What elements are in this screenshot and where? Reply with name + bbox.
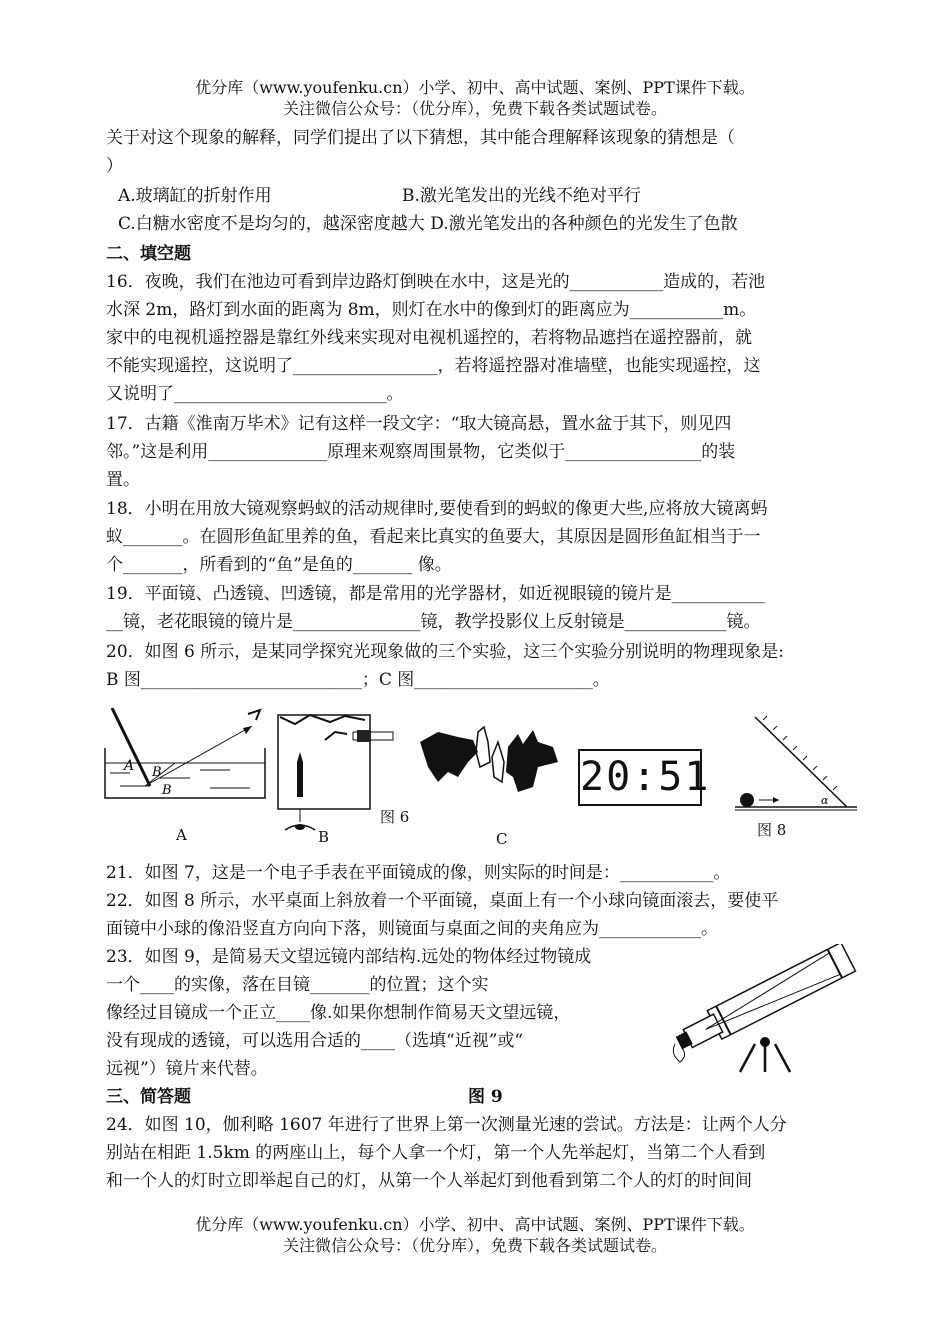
question-20: B 图__________________________；C 图_____________________。 [106, 670, 610, 690]
question-23: 没有现成的透镜，可以选用合适的____（选填“近视”或“ [106, 1031, 524, 1051]
question-24: 24．如图 10，伽利略 1607 年进行了世界上第一次测量光速的尝试。方法是：让两个人分 [106, 1115, 787, 1135]
question-18: 蚁_______。在圆形鱼缸里养的鱼，看起来比真实的鱼要大，其原因是圆形鱼缸相当于一 [106, 527, 761, 547]
question-24: 和一个人的灯时立即举起自己的灯，从第一个人举起灯到他看到第二个人的灯的时间间 [106, 1171, 752, 1191]
figure-8-angle-label: α [821, 794, 829, 807]
page-footer-line2: 关注微信公众号：（优分库），免费下载各类试题试卷。 [282, 1236, 667, 1255]
text-line: ） [106, 156, 123, 176]
figure-9-telescope [660, 944, 865, 1074]
section-title-short-answer: 三、简答题 [106, 1087, 191, 1107]
option-c-d: C.白糖水密度不是均匀的，越深密度越大 D.激光笔发出的各种颜色的光发生了色散 [118, 214, 738, 234]
figure-8-mirror-ball [735, 712, 860, 822]
figure-8-caption: 图 8 [757, 821, 787, 839]
figure-caption-c: C [496, 830, 508, 848]
figure-7-clock-display: 20:51 [578, 749, 702, 806]
figure-label-b2: B [162, 783, 172, 798]
figure-6c-hand-shadow [418, 722, 568, 802]
question-16: 不能实现遥控，这说明了_________________，若将遥控器对准墙壁，也能实现遥控，这 [106, 356, 761, 376]
page-header-line2: 关注微信公众号：（优分库），免费下载各类试题试卷。 [282, 99, 667, 118]
question-18: 18．小明在用放大镜观察蚂蚁的活动规律时,要使看到的蚂蚁的像更大些,应将放大镜离蚂 [106, 499, 768, 519]
question-22: 22．如图 8 所示，水平桌面上斜放着一个平面镜，桌面上有一个小球向镜面滚去，要使平 [106, 891, 779, 911]
question-16: 水深 2m，路灯到水面的距离为 8m，则灯在水中的像到灯的距离应为___________m。 [106, 300, 757, 320]
question-18: 个_______，所看到的“鱼”是鱼的_______ 像。 [106, 555, 452, 575]
figure-label-b: B [152, 765, 162, 780]
page-footer-line1: 优分库（www.youfenku.cn）小学、初中、高中试题、案例、PPT课件下载。 [195, 1215, 755, 1234]
question-16: 又说明了_________________________。 [106, 384, 404, 404]
figure-9-caption: 图 9 [468, 1087, 503, 1107]
question-19: __镜，老花眼镜的镜片是_______________镜，教学投影仪上反射镜是____________镜。 [106, 612, 761, 632]
question-23: 23．如图 9，是简易天文望远镜内部结构.远处的物体经过物镜成 [106, 947, 592, 967]
question-20: 20．如图 6 所示，是某同学探究光现象做的三个实验，这三个实验分别说明的物理现象是: [106, 642, 784, 662]
page-header-line1: 优分库（www.youfenku.cn）小学、初中、高中试题、案例、PPT课件下载。 [195, 78, 755, 97]
question-16: 16．夜晚，我们在池边可看到岸边路灯倒映在水中，这是光的___________造成的，若池 [106, 272, 766, 292]
figure-caption-a: A [176, 826, 187, 844]
figure-6a-refraction [100, 708, 270, 808]
question-23: 远视”）镜片来代替。 [106, 1059, 268, 1079]
question-24: 别站在相距 1.5km 的两座山上，每个人拿一个灯，第一个人先举起灯，当第二个人看到 [106, 1143, 766, 1163]
question-17: 置。 [106, 470, 140, 490]
question-23: 像经过目镜成一个正立____像.如果你想制作简易天文望远镜， [106, 1003, 571, 1023]
question-21: 21．如图 7，这是一个电子手表在平面镜成的像，则实际的时间是：___________。 [106, 863, 731, 883]
question-22: 面镜中小球的像沿竖直方向向下落，则镜面与桌面之间的夹角应为____________。 [106, 919, 718, 939]
option-b: B.激光笔发出的光线不绝对平行 [402, 186, 641, 206]
option-a: A.玻璃缸的折射作用 [118, 186, 272, 206]
question-16: 家中的电视机遥控器是靠红外线来实现对电视机遥控的，若将物品遮挡在遥控器前，就 [106, 328, 752, 348]
question-19: 19．平面镜、凸透镜、凹透镜，都是常用的光学器材，如近视眼镜的镜片是___________ [106, 584, 766, 604]
figure-caption-b: B [318, 828, 330, 846]
question-17: 邻。”这是利用______________原理来观察周围景物，它类似于________________的装 [106, 442, 736, 462]
section-title-fill-blank: 二、填空题 [106, 244, 191, 264]
text-line: 关于对这个现象的解释，同学们提出了以下猜想，其中能合理解释该现象的猜想是（ [106, 128, 735, 148]
figure-6-caption: 图 6 [380, 808, 410, 826]
question-17: 17．古籍《淮南万毕术》记有这样一段文字：“取大镜高悬，置水盆于其下，则见四 [106, 414, 732, 434]
question-23: 一个____的实像，落在目镜_______的位置；这个实 [106, 975, 489, 995]
figure-label-a: A [124, 758, 135, 774]
